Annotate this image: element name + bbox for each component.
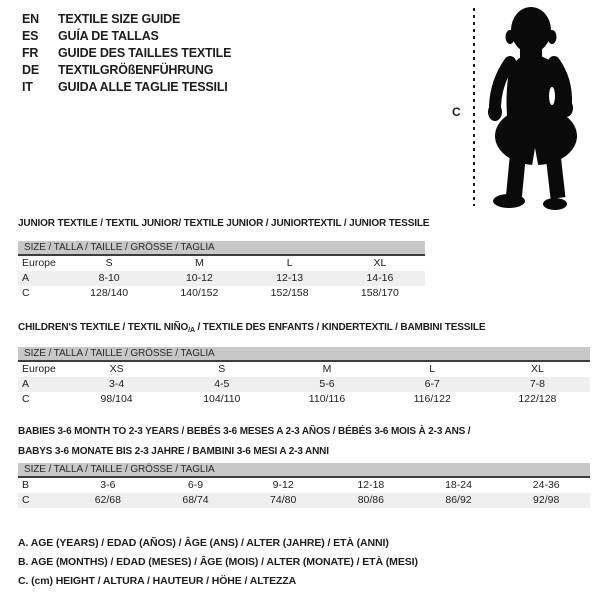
- size-cell: S: [105, 257, 113, 269]
- size-cell: 128/140: [90, 287, 129, 299]
- size-cell: 68/74: [182, 494, 209, 506]
- size-cell: 92/98: [533, 494, 560, 506]
- size-cell: 7-8: [529, 378, 545, 390]
- row-label: A: [22, 378, 30, 390]
- language-row: [22, 45, 231, 62]
- size-cell: 110/116: [308, 393, 346, 405]
- baby-silhouette-icon: [482, 2, 600, 210]
- size-cell: 86/92: [445, 494, 472, 506]
- language-label: TEXTILGRÖßENFÜHRUNG: [58, 63, 214, 77]
- language-row: [22, 28, 231, 45]
- size-cell: L: [429, 363, 436, 375]
- size-cell: XS: [109, 363, 124, 375]
- table-row: [18, 392, 590, 407]
- table-row: [18, 478, 590, 493]
- size-cell: 10-12: [185, 272, 213, 284]
- section-title-text: / TEXTILE DES ENFANTS / KINDERTEXTIL / BAMBINI TESSILE: [194, 322, 486, 333]
- junior-size-table: [18, 241, 425, 301]
- row-label: A: [22, 272, 30, 284]
- table-row: [18, 493, 590, 508]
- size-cell: 122/128: [518, 393, 557, 405]
- language-code: DE: [22, 63, 39, 77]
- language-row: [22, 79, 231, 96]
- section-title-babies: [18, 422, 470, 462]
- size-cell: 6-7: [424, 378, 440, 390]
- size-cell: L: [286, 257, 293, 269]
- table-row: [18, 362, 590, 377]
- language-list: [22, 11, 231, 96]
- size-cell: 24-36: [532, 479, 560, 491]
- section-title-children: [18, 322, 485, 334]
- section-title-line: BABYS 3-6 MONATE BIS 2-3 JAHRE / BAMBINI 3-6 MESI A 2-3 ANNI: [18, 446, 329, 457]
- size-cell: 116/122: [413, 393, 451, 405]
- row-label: Europe: [22, 363, 56, 375]
- size-cell: 80/86: [357, 494, 384, 506]
- size-cell: 74/80: [270, 494, 297, 506]
- language-label: TEXTILE SIZE GUIDE: [58, 12, 181, 26]
- section-title-subscript: /A: [188, 327, 195, 334]
- language-code: IT: [22, 80, 33, 94]
- size-cell: XL: [373, 257, 387, 269]
- legend-line-c: C. (cm) HEIGHT / ALTURA / HAUTEUR / HÖHE / ALTEZZA: [18, 575, 297, 587]
- size-cell: 5-6: [319, 378, 335, 390]
- table-row: [18, 256, 425, 271]
- row-label: B: [22, 479, 30, 491]
- section-title-text: CHILDREN'S TEXTILE / TEXTIL NIÑO: [18, 322, 189, 333]
- section-title-line: BABIES 3-6 MONTH TO 2-3 YEARS / BEBÉS 3-6 MESES A 2-3 AÑOS / BÉBÉS 3-6 MOIS À 2-3 ANS /: [18, 426, 471, 437]
- legend-line-b: B. AGE (MONTHS) / EDAD (MESES) / ÂGE (MOIS) / ALTER (MONATE) / ETÀ (MESI): [18, 556, 418, 568]
- legend: [18, 534, 418, 591]
- size-cell: 104/110: [203, 393, 241, 405]
- size-cell: 3-4: [109, 378, 125, 390]
- row-label: C: [22, 393, 30, 405]
- table-row: [18, 286, 425, 301]
- size-cell: 8-10: [98, 272, 120, 284]
- size-cell: 14-16: [366, 272, 394, 284]
- children-size-table: [18, 347, 590, 407]
- height-dotted-line: [473, 8, 475, 206]
- language-row: [22, 11, 231, 28]
- table-row: [18, 377, 590, 392]
- language-code: EN: [22, 12, 39, 26]
- size-header-bar: SIZE / TALLA / TAILLE / GRÖSSE / TAGLIA: [18, 347, 590, 362]
- section-title-junior: JUNIOR TEXTILE / TEXTIL JUNIOR/ TEXTILE JUNIOR / JUNIORTEXTIL / JUNIOR TESSILE: [18, 218, 430, 229]
- row-label: C: [22, 287, 30, 299]
- row-label: C: [22, 494, 30, 506]
- size-cell: 140/152: [180, 287, 219, 299]
- size-cell: M: [322, 363, 332, 375]
- language-label: GUIDE DES TAILLES TEXTILE: [58, 46, 232, 60]
- size-cell: 12-13: [276, 272, 304, 284]
- size-cell: S: [218, 363, 226, 375]
- height-measure-label: C: [452, 105, 461, 119]
- size-cell: 12-18: [357, 479, 385, 491]
- size-cell: XL: [530, 363, 544, 375]
- size-cell: M: [195, 257, 204, 269]
- size-cell: 3-6: [100, 479, 116, 491]
- size-cell: 62/68: [94, 494, 121, 506]
- language-code: FR: [22, 46, 39, 60]
- language-label: GUÍA DE TALLAS: [58, 29, 159, 43]
- size-cell: 158/170: [360, 287, 399, 299]
- table-row: [18, 271, 425, 286]
- size-header-bar: SIZE / TALLA / TAILLE / GRÖSSE / TAGLIA: [18, 241, 425, 256]
- size-cell: 98/104: [100, 393, 133, 405]
- legend-line-a: A. AGE (YEARS) / EDAD (AÑOS) / ÂGE (ANS) / ALTER (JAHRE) / ETÀ (ANNI): [18, 537, 389, 549]
- babies-size-table: [18, 463, 590, 508]
- row-label: Europe: [22, 257, 56, 269]
- language-row: [22, 62, 231, 79]
- size-cell: 6-9: [187, 479, 204, 491]
- size-cell: 18-24: [445, 479, 472, 491]
- language-code: ES: [22, 29, 39, 43]
- size-cell: 9-12: [272, 479, 294, 491]
- size-cell: 4-5: [214, 378, 230, 390]
- size-header-bar: SIZE / TALLA / TAILLE / GRÖSSE / TAGLIA: [18, 463, 590, 478]
- size-cell: 152/158: [270, 287, 309, 299]
- language-label: GUIDA ALLE TAGLIE TESSILI: [58, 80, 228, 94]
